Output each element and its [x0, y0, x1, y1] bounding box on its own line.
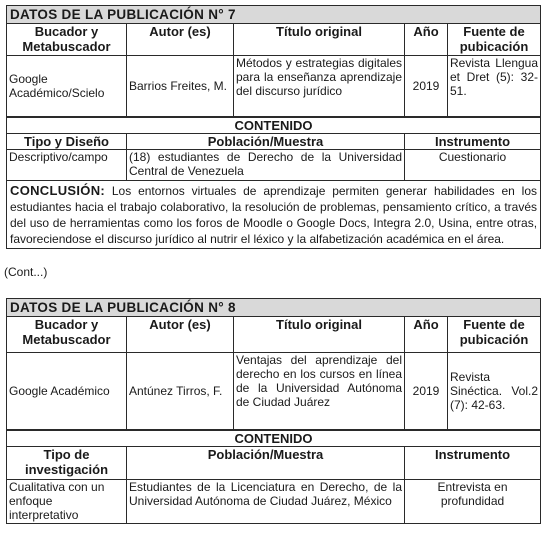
cell-anio: 2019	[405, 56, 448, 117]
conclusion-label: CONCLUSIÓN:	[10, 183, 106, 198]
header-fuente: Fuente de pubicación	[448, 317, 541, 353]
publication-7-content-table	[6, 117, 541, 249]
cell-poblacion: (18) estudiantes de Derecho de la Universidad Central de Venezuela	[127, 150, 405, 181]
header-fuente: Fuente de pubicación	[448, 24, 541, 56]
cell-fuente: Revista Llengua et Dret (5): 32-51.	[448, 56, 541, 117]
conclusion	[7, 181, 541, 249]
publication-8-table	[6, 298, 541, 430]
section-contenido: CONTENIDO	[7, 118, 541, 134]
header-autor: Autor (es)	[127, 317, 234, 353]
publication-7	[6, 5, 540, 249]
header-autor: Autor (es)	[127, 24, 234, 56]
header-poblacion: Población/Muestra	[127, 447, 405, 480]
cell-buscador: Google Académico/Scielo	[7, 56, 127, 117]
cell-anio: 2019	[405, 353, 448, 430]
publication-7-table	[6, 5, 541, 117]
cell-autor: Antúnez Tirros, F.	[127, 353, 234, 430]
header-tipo: Tipo de investigación	[7, 447, 127, 480]
header-titulo: Título original	[234, 317, 405, 353]
cell-titulo: Métodos y estrategias digitales para la enseñanza aprendizaje del discurso jurídico	[234, 56, 405, 117]
cell-instrumento: Entrevista en profundidad	[405, 480, 541, 524]
header-instrumento: Instrumento	[405, 134, 541, 150]
publication-8-content-table	[6, 430, 541, 524]
cell-buscador: Google Académico	[7, 353, 127, 430]
cell-autor: Barrios Freites, M.	[127, 56, 234, 117]
cell-tipo: Cualitativa con un enfoque interpretativo	[7, 480, 127, 524]
cell-fuente: Revista Sinéctica. Vol.2 (7): 42-63.	[448, 353, 541, 430]
header-buscador: Bucador y Metabuscador	[7, 24, 127, 56]
cell-poblacion: Estudiantes de la Licenciatura en Derecho, de la Universidad Autónoma de Ciudad Juárez, México	[127, 480, 405, 524]
cell-instrumento: Cuestionario	[405, 150, 541, 181]
publication-title: DATOS DE LA PUBLICACIÓN N° 7	[7, 6, 541, 24]
header-tipo: Tipo y Diseño	[7, 134, 127, 150]
header-instrumento: Instrumento	[405, 447, 541, 480]
cell-tipo: Descriptivo/campo	[7, 150, 127, 181]
publication-8	[6, 298, 540, 524]
header-anio: Año	[405, 24, 448, 56]
cell-titulo: Ventajas del aprendizaje del derecho en los cursos en línea de la Universidad Autónoma de Ciudad Juárez	[234, 353, 405, 430]
header-anio: Año	[405, 317, 448, 353]
conclusion-text: Los entornos virtuales de aprendizaje permiten generar habilidades en los estudiantes hacia el trabajo colaborativo, la resolución de problemas, pensamiento crítico, a través del uso de herramientas como los foros de Moodle o Google Docs, Integra 2.0, Usina, entre otras, favoreciendose el discurso jurídico al nutrir el léxico y la alfabetización académica en el área.	[10, 184, 538, 246]
header-titulo: Título original	[234, 24, 405, 56]
publication-title: DATOS DE LA PUBLICACIÓN N° 8	[7, 299, 541, 317]
header-poblacion: Población/Muestra	[127, 134, 405, 150]
header-buscador: Bucador y Metabuscador	[7, 317, 127, 353]
continuation-note: (Cont...)	[4, 265, 48, 279]
section-contenido: CONTENIDO	[7, 431, 541, 447]
